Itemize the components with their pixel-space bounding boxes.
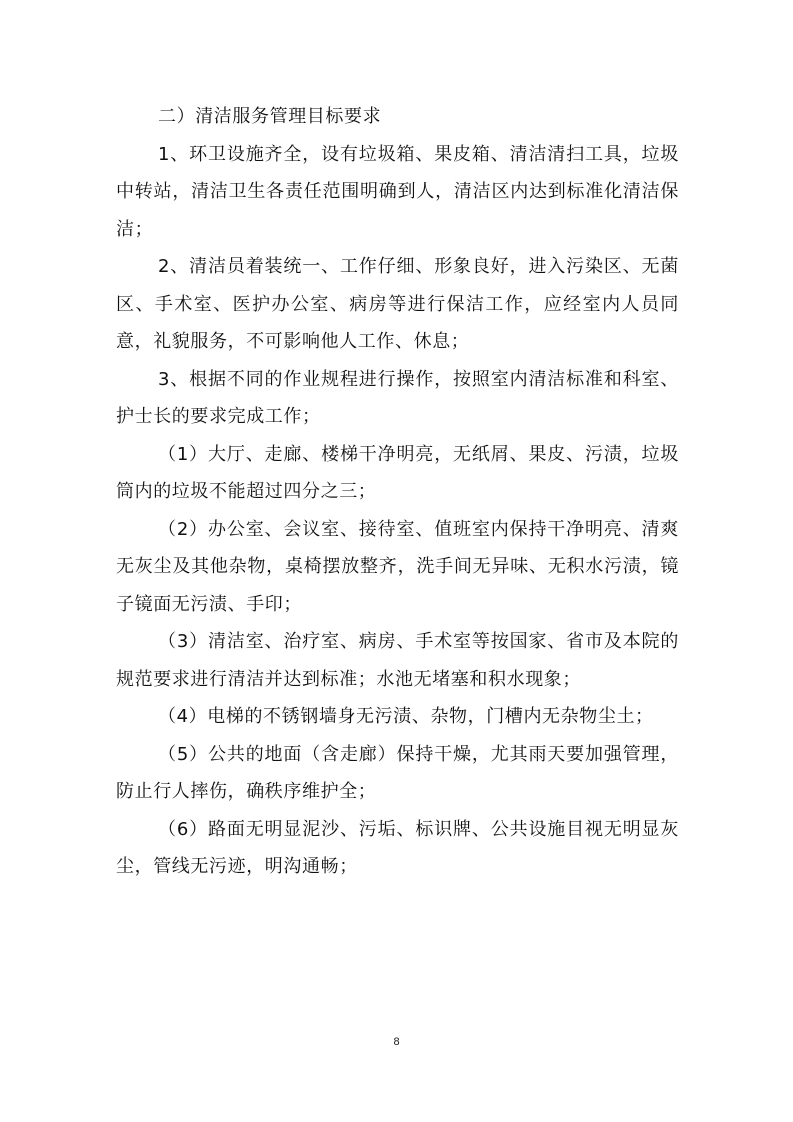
paragraph-item-1: 1、环卫设施齐全，设有垃圾箱、果皮箱、清洁清扫工具，垃圾中转站，清洁卫生各责任范围明确到人，清洁区内达到标准化清洁保洁； (116, 143, 679, 240)
paragraph-subitem-3: （3）清洁室、治疗室、病房、手术室等按国家、省市及本院的规范要求进行清洁并达到标准；水池无堵塞和积水现象； (116, 631, 679, 690)
paragraph-subitem-4: （4）电梯的不锈钢墙身无污渍、杂物，门槽内无杂物尘土； (158, 706, 654, 727)
paragraph-subitem-5: （5）公共的地面（含走廊）保持干燥，尤其雨天要加强管理，防止行人摔伤，确秩序维护全； (116, 743, 679, 802)
paragraph-item-2: 2、清洁员着装统一、工作仔细、形象良好，进入污染区、无菌区、手术室、医护办公室、病房等进行保洁工作，应经室内人员同意，礼貌服务，不可影响他人工作、休息； (116, 256, 679, 352)
page-number: 8 (393, 1036, 400, 1048)
document-body (116, 98, 679, 886)
paragraph-item-3: 3、根据不同的作业规程进行操作，按照室内清洁标准和科室、护士长的要求完成工作； (116, 368, 679, 427)
paragraph-subitem-1: （1）大厅、走廊、楼梯干净明亮，无纸屑、果皮、污渍，垃圾筒内的垃圾不能超过四分之三； (116, 443, 679, 502)
paragraph-subitem-2: （2）办公室、会议室、接待室、值班室内保持干净明亮、清爽无灰尘及其他杂物，桌椅摆放整齐，洗手间无异味、无积水污渍，镜子镜面无污渍、手印； (116, 518, 679, 615)
section-heading: 二）清洁服务管理目标要求 (158, 106, 382, 127)
paragraph-subitem-6: （6）路面无明显泥沙、污垢、标识牌、公共设施目视无明显灰尘，管线无污迹，明沟通畅； (116, 818, 679, 877)
